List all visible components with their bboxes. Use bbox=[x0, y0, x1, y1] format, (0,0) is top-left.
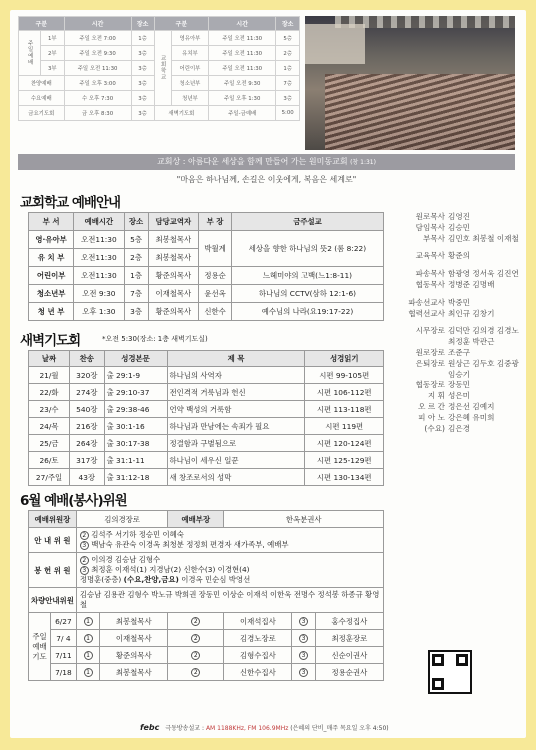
dawn-reading: 시편 125-129편 bbox=[305, 452, 384, 469]
staff-row bbox=[396, 402, 520, 413]
dawn-date: 23/수 bbox=[29, 401, 70, 418]
dawn-reading: 시편 120-124편 bbox=[305, 435, 384, 452]
school-time: 오전11:30 bbox=[74, 231, 124, 249]
dawn-subject: 새 창조로서의 성막 bbox=[167, 469, 305, 486]
dawn-hymn: 320장 bbox=[70, 367, 105, 384]
duty-num-c bbox=[292, 664, 315, 681]
school-dept: 청소년부 bbox=[29, 285, 74, 303]
school-pastor: 황준의목사 bbox=[148, 267, 199, 285]
dawn-date: 22/화 bbox=[29, 384, 70, 401]
offering-service-note: (수요,찬양,금요) bbox=[123, 575, 179, 584]
duty-date: 7/ 4 bbox=[51, 630, 77, 647]
table-row bbox=[29, 469, 384, 486]
number-1-icon: 1 bbox=[84, 651, 93, 660]
table-row bbox=[29, 630, 384, 647]
dawn-text: 출 30:17-38 bbox=[104, 435, 167, 452]
dawn-section-title: 새벽기도회 bbox=[20, 333, 81, 349]
school-sermon: 세상을 향한 하나님의 뜻2 (롬 8:22) bbox=[231, 231, 383, 267]
staff-role: 원로장로 bbox=[415, 347, 445, 357]
table-row bbox=[29, 285, 384, 303]
sched-place: 2층 bbox=[276, 46, 300, 61]
dawn-hymn: 540장 bbox=[70, 401, 105, 418]
committee-chair-label: 예배위원장 bbox=[29, 511, 77, 528]
committee-vice-label: 예배부장 bbox=[168, 511, 224, 528]
school-head: 신한수 bbox=[199, 303, 232, 321]
staff-names: 김덕만 김의경 김경노 최정훈 박관근 bbox=[448, 326, 519, 347]
staff-names: 김영진 bbox=[448, 212, 471, 221]
table-row bbox=[29, 367, 384, 384]
dawn-text: 출 29:1-9 bbox=[104, 367, 167, 384]
staff-row bbox=[396, 298, 520, 309]
dawn-date: 21/월 bbox=[29, 367, 70, 384]
dawn-date: 25/금 bbox=[29, 435, 70, 452]
staff-names: 박중민 bbox=[448, 297, 471, 307]
staff-role: (수요) bbox=[424, 423, 445, 433]
staff-row bbox=[396, 391, 520, 402]
dawn-hymn: 43장 bbox=[70, 469, 105, 486]
staff-names: 강은혜 유미희 bbox=[448, 412, 495, 422]
offering-label: 봉 헌 위 원 bbox=[29, 553, 77, 588]
sched-name: 찬양예배 bbox=[19, 76, 65, 91]
number-3-icon: 3 bbox=[299, 634, 308, 643]
staff-row bbox=[396, 359, 520, 381]
staff-row bbox=[396, 424, 520, 435]
staff-role: 시무장로 bbox=[415, 326, 445, 336]
dawn-subject: 하나님이 세우신 일꾼 bbox=[167, 452, 305, 469]
staff-names: 정병준 김명배 bbox=[448, 279, 495, 289]
staff-role: 피 아 노 bbox=[418, 412, 445, 422]
school-header-dept: 부 서 bbox=[29, 213, 74, 231]
sched-header-division-2: 구분 bbox=[154, 17, 209, 31]
qr-finder-icon bbox=[432, 654, 444, 666]
dawn-reading: 시편 106-112편 bbox=[305, 384, 384, 401]
dawn-subject: 하나님의 사역자 bbox=[167, 367, 305, 384]
footer-label: 극동방송설교 : bbox=[165, 725, 205, 732]
sched-header-time-2: 시간 bbox=[209, 17, 276, 31]
staff-names: 김은경 bbox=[448, 423, 471, 433]
committee-chair-name: 김의경장로 bbox=[76, 511, 167, 528]
duty-a: 황준의목사 bbox=[100, 647, 168, 664]
school-head: 박월계 bbox=[199, 231, 232, 267]
service-3-icon: 3 bbox=[80, 541, 89, 550]
dawn-header-date: 날짜 bbox=[29, 351, 70, 367]
school-head: 윤선옥 bbox=[199, 285, 232, 303]
duty-num-c bbox=[292, 647, 315, 664]
footer-frequency: AM 1188KHz, FM 106.9MHz bbox=[205, 725, 289, 732]
duty-label: 주일예배기도 bbox=[29, 613, 51, 681]
school-pastor: 최봉철목사 bbox=[148, 231, 199, 249]
staff-role: 협동장로 bbox=[415, 380, 445, 390]
sched-time: 주일 오후 1:30 bbox=[209, 91, 276, 106]
duty-num-b bbox=[168, 630, 224, 647]
dawn-date: 24/목 bbox=[29, 418, 70, 435]
table-row bbox=[29, 267, 384, 285]
sched-place: 5:00 bbox=[276, 106, 300, 121]
photo-pews bbox=[325, 74, 515, 150]
committee-vice-name: 한옥분권사 bbox=[224, 511, 384, 528]
dawn-prayer-table bbox=[28, 350, 384, 486]
offering-names-3d: 이경옥 민순심 박영선 bbox=[181, 575, 251, 584]
dawn-hymn: 264장 bbox=[70, 435, 105, 452]
table-row bbox=[29, 613, 384, 630]
duty-date: 7/18 bbox=[51, 664, 77, 681]
sched-name: 청년부 bbox=[171, 91, 208, 106]
number-3-icon: 3 bbox=[299, 617, 308, 626]
table-row bbox=[29, 384, 384, 401]
sched-place: 3층 bbox=[276, 91, 300, 106]
staff-role: 파송목사 bbox=[415, 269, 445, 279]
school-section-title: 교회학교 예배안내 bbox=[20, 195, 121, 211]
duty-c: 홍수정집사 bbox=[315, 613, 383, 630]
worship-schedule-table bbox=[18, 16, 300, 121]
duty-num-b bbox=[168, 613, 224, 630]
duty-b: 이재석집사 bbox=[224, 613, 292, 630]
staff-names: 원상근 김두호 김중광 임승기 bbox=[448, 358, 519, 379]
duty-c: 정용순권사 bbox=[315, 664, 383, 681]
sched-place: 3층 bbox=[131, 61, 154, 76]
sched-time: 주일 오전 11:30 bbox=[209, 31, 276, 46]
dawn-header-text: 성경본문 bbox=[104, 351, 167, 367]
school-place: 5층 bbox=[124, 231, 148, 249]
service-2-icon: 2 bbox=[80, 531, 89, 540]
sched-place: 3층 bbox=[131, 106, 154, 121]
dawn-text: 출 31:1-11 bbox=[104, 452, 167, 469]
school-sermon: 하나님의 CCTV(삼하 12:1-6) bbox=[231, 285, 383, 303]
sched-header-division: 구분 bbox=[19, 17, 65, 31]
school-place: 2층 bbox=[124, 249, 148, 267]
sched-group-school: 교회학교 bbox=[154, 31, 171, 106]
sched-place: 3층 bbox=[131, 91, 154, 106]
sched-time: 주일 오전 11:30 bbox=[209, 46, 276, 61]
staff-row bbox=[396, 309, 520, 320]
service-3-icon: 3 bbox=[80, 566, 89, 575]
table-row bbox=[29, 647, 384, 664]
sched-name: 새벽기도회 bbox=[154, 106, 209, 121]
sched-header-place: 장소 bbox=[131, 17, 154, 31]
duty-b: 김형수집사 bbox=[224, 647, 292, 664]
qr-code[interactable] bbox=[428, 650, 472, 694]
duty-num-a bbox=[76, 630, 99, 647]
school-worship-table bbox=[28, 212, 384, 321]
school-time: 오전11:30 bbox=[74, 249, 124, 267]
qr-finder-icon bbox=[432, 678, 444, 690]
staff-row bbox=[396, 223, 520, 234]
school-header-head: 부 장 bbox=[199, 213, 232, 231]
dawn-subject: 언약 백성의 거룩함 bbox=[167, 401, 305, 418]
usher-label: 안 내 위 원 bbox=[29, 528, 77, 553]
school-time: 오전 9:30 bbox=[74, 285, 124, 303]
dawn-date: 27/주일 bbox=[29, 469, 70, 486]
table-row bbox=[29, 418, 384, 435]
school-pastor: 이재철목사 bbox=[148, 285, 199, 303]
sched-name: 2부 bbox=[41, 46, 64, 61]
sched-group-worship: 주일예배 bbox=[19, 31, 41, 76]
usher-names-3: 백남숙 유관숙 이경옥 최청분 정정희 편경자 새가족부, 예배부 bbox=[91, 540, 289, 549]
table-row bbox=[29, 664, 384, 681]
staff-role: 지 휘 bbox=[427, 391, 445, 401]
staff-row bbox=[396, 280, 520, 291]
duty-num-b bbox=[168, 664, 224, 681]
sched-time: 주일 오전 9:30 bbox=[209, 76, 276, 91]
dawn-text: 출 29:38-46 bbox=[104, 401, 167, 418]
dawn-text: 출 29:10-37 bbox=[104, 384, 167, 401]
offering-names bbox=[76, 553, 383, 588]
motto-text: 교회상 : 아름다운 세상을 함께 만들어 가는 원미동교회 bbox=[157, 157, 348, 166]
number-3-icon: 3 bbox=[299, 651, 308, 660]
duty-a: 최봉철목사 bbox=[100, 664, 168, 681]
school-place: 7층 bbox=[124, 285, 148, 303]
number-2-icon: 2 bbox=[191, 668, 200, 677]
staff-names: 김승민 bbox=[448, 222, 471, 232]
church-motto-banner bbox=[18, 154, 515, 170]
staff-names: 조준구 bbox=[448, 347, 471, 357]
staff-row bbox=[396, 326, 520, 348]
number-2-icon: 2 bbox=[191, 651, 200, 660]
staff-row bbox=[396, 380, 520, 391]
school-pastor: 최봉철목사 bbox=[148, 249, 199, 267]
staff-role: 파송선교사 bbox=[408, 297, 445, 307]
dawn-header-reading: 성경읽기 bbox=[305, 351, 384, 367]
staff-role: 담임목사 bbox=[415, 222, 445, 232]
school-place: 3층 bbox=[124, 303, 148, 321]
staff-role: 협동목사 bbox=[415, 279, 445, 289]
staff-names: 성은미 bbox=[448, 391, 471, 401]
table-row bbox=[29, 401, 384, 418]
usher-names-2: 김석주 서기하 정승민 이혜숙 bbox=[91, 530, 184, 539]
staff-role: 은퇴장로 bbox=[415, 358, 445, 368]
service-2-icon: 2 bbox=[80, 556, 89, 565]
sched-place: 3층 bbox=[131, 76, 154, 91]
school-time: 오후 1:30 bbox=[74, 303, 124, 321]
staff-row bbox=[396, 234, 520, 245]
sched-time: 금 오후 8:30 bbox=[64, 106, 131, 121]
school-head: 정용순 bbox=[199, 267, 232, 285]
sched-name: 청소년부 bbox=[171, 76, 208, 91]
dawn-text: 출 30:1-16 bbox=[104, 418, 167, 435]
staff-role: 협력선교사 bbox=[408, 308, 445, 318]
sched-place: 3층 bbox=[131, 46, 154, 61]
school-sermon: 예수님의 나라(요19:17-22) bbox=[231, 303, 383, 321]
duty-num-a bbox=[76, 613, 99, 630]
staff-role: 부목사 bbox=[422, 233, 445, 243]
duty-a: 최봉철목사 bbox=[100, 613, 168, 630]
sched-time: 주일 오전 7:00 bbox=[64, 31, 131, 46]
dawn-note: *오전 5:30(장소: 1층 새벽기도실) bbox=[102, 335, 208, 343]
sched-name: 수요예배 bbox=[19, 91, 65, 106]
duty-b: 김경노장로 bbox=[224, 630, 292, 647]
table-row bbox=[29, 452, 384, 469]
school-header-pastor: 담당교역자 bbox=[148, 213, 199, 231]
sched-time: 주일 오전 11:30 bbox=[64, 61, 131, 76]
dawn-subject: 정결함과 구별됨으로 bbox=[167, 435, 305, 452]
duty-c: 신순이권사 bbox=[315, 647, 383, 664]
sched-place: 1층 bbox=[276, 61, 300, 76]
staff-names: 함광영 정서욱 김진연 bbox=[448, 269, 519, 279]
dawn-header-subject: 제 목 bbox=[167, 351, 305, 367]
school-dept: 청 년 부 bbox=[29, 303, 74, 321]
motto-subtitle: "마음은 하나님께, 손길은 이웃에게, 복음은 세계로" bbox=[176, 175, 357, 184]
dawn-text: 출 31:12-18 bbox=[104, 469, 167, 486]
table-row bbox=[29, 231, 384, 249]
number-1-icon: 1 bbox=[84, 617, 93, 626]
staff-role: 원로목사 bbox=[415, 212, 445, 221]
sched-time: 수 오후 7:30 bbox=[64, 91, 131, 106]
dawn-hymn: 317장 bbox=[70, 452, 105, 469]
dawn-header-hymn: 찬송 bbox=[70, 351, 105, 367]
dawn-subject: 하나님과 만남에는 속죄가 필요 bbox=[167, 418, 305, 435]
sanctuary-photo bbox=[305, 16, 515, 150]
staff-row bbox=[396, 212, 520, 223]
duty-date: 6/27 bbox=[51, 613, 77, 630]
staff-role: 교육목사 bbox=[415, 251, 445, 261]
staff-role: 오 르 간 bbox=[418, 401, 445, 411]
dawn-hymn: 216장 bbox=[70, 418, 105, 435]
duty-num-a bbox=[76, 664, 99, 681]
staff-row bbox=[396, 269, 520, 280]
duty-date: 7/11 bbox=[51, 647, 77, 664]
sched-header-place-2: 장소 bbox=[276, 17, 300, 31]
qr-finder-icon bbox=[456, 654, 468, 666]
school-dept: 유 치 부 bbox=[29, 249, 74, 267]
duty-num-c bbox=[292, 613, 315, 630]
sched-name: 영유아부 bbox=[171, 31, 208, 46]
committee-section-title: 6월 예배(봉사)위원 bbox=[20, 493, 127, 509]
sched-name: 금요기도회 bbox=[19, 106, 65, 121]
febc-logo: febc bbox=[140, 723, 160, 732]
photo-stage bbox=[305, 24, 365, 64]
number-3-icon: 3 bbox=[299, 668, 308, 677]
sched-name: 1부 bbox=[41, 31, 64, 46]
worship-committee-table bbox=[28, 510, 384, 681]
number-2-icon: 2 bbox=[191, 634, 200, 643]
sched-name: 유치부 bbox=[171, 46, 208, 61]
staff-names: 장동민 bbox=[448, 380, 471, 390]
school-dept: 어린이부 bbox=[29, 267, 74, 285]
duty-num-c bbox=[292, 630, 315, 647]
usher-names bbox=[76, 528, 383, 553]
sched-header-time: 시간 bbox=[64, 17, 131, 31]
staff-row bbox=[396, 413, 520, 424]
staff-names: 최인규 김창기 bbox=[448, 308, 495, 318]
duty-num-b bbox=[168, 647, 224, 664]
staff-names: 황준의 bbox=[448, 251, 471, 261]
staff-gap bbox=[396, 291, 520, 298]
school-header-place: 장소 bbox=[124, 213, 148, 231]
table-row bbox=[29, 435, 384, 452]
dawn-reading: 시편 130-134편 bbox=[305, 469, 384, 486]
duty-num-a bbox=[76, 647, 99, 664]
school-time: 오전11:30 bbox=[74, 267, 124, 285]
dawn-date: 26/토 bbox=[29, 452, 70, 469]
sched-time: 주일 오후 3:00 bbox=[64, 76, 131, 91]
offering-names-3: 최정훈 이재석(1) 지경남(2) 신한수(3) 이경현(4) bbox=[91, 565, 250, 574]
sched-time: 주일 오전 9:30 bbox=[64, 46, 131, 61]
offering-names-2: 이의경 김승남 김형수 bbox=[91, 555, 161, 564]
dawn-hymn: 274장 bbox=[70, 384, 105, 401]
number-2-icon: 2 bbox=[191, 617, 200, 626]
staff-names: 정은선 김예지 bbox=[448, 401, 495, 411]
car-guide-names: 김승남 김용관 김형수 박노규 박희권 장동민 이상순 이재석 이한욱 전명수 정석봉 하종규 황영철 bbox=[76, 588, 383, 613]
number-1-icon: 1 bbox=[84, 634, 93, 643]
dawn-subject: 전인격적 거룩님과 헌신 bbox=[167, 384, 305, 401]
staff-row bbox=[396, 348, 520, 359]
sched-name: 어린이부 bbox=[171, 61, 208, 76]
sched-time: 주일 오전 11:30 bbox=[209, 61, 276, 76]
car-guide-label: 차량안내위원 bbox=[29, 588, 77, 613]
dawn-reading: 시편 113-118편 bbox=[305, 401, 384, 418]
school-place: 1층 bbox=[124, 267, 148, 285]
dawn-reading: 시편 119편 bbox=[305, 418, 384, 435]
motto-verse: (창 1:31) bbox=[350, 159, 376, 166]
sched-place: 1층 bbox=[131, 31, 154, 46]
duty-c: 최정훈장로 bbox=[315, 630, 383, 647]
radio-footer bbox=[140, 723, 460, 732]
sched-place: 5층 bbox=[276, 31, 300, 46]
duty-a: 이재철목사 bbox=[100, 630, 168, 647]
sched-name: 3부 bbox=[41, 61, 64, 76]
footer-detail: (은혜의 단비_매주 목요일 오후 4:50) bbox=[290, 725, 389, 732]
sched-time: 주일-금예배 bbox=[209, 106, 276, 121]
school-pastor: 황준의목사 bbox=[148, 303, 199, 321]
sched-place: 7층 bbox=[276, 76, 300, 91]
duty-b: 신한수집사 bbox=[224, 664, 292, 681]
number-1-icon: 1 bbox=[84, 668, 93, 677]
school-header-time: 예배시간 bbox=[74, 213, 124, 231]
school-header-sermon: 금주설교 bbox=[231, 213, 383, 231]
table-row bbox=[29, 303, 384, 321]
staff-names: 김민호 최봉철 이재철 bbox=[448, 233, 519, 243]
school-sermon: 느헤미야의 고백(느1:8-11) bbox=[231, 267, 383, 285]
school-dept: 영·유아부 bbox=[29, 231, 74, 249]
dawn-reading: 시편 99-105편 bbox=[305, 367, 384, 384]
staff-row bbox=[396, 251, 520, 262]
offering-names-3b: 정명훈(중층) bbox=[79, 575, 122, 584]
staff-directory bbox=[396, 212, 520, 434]
